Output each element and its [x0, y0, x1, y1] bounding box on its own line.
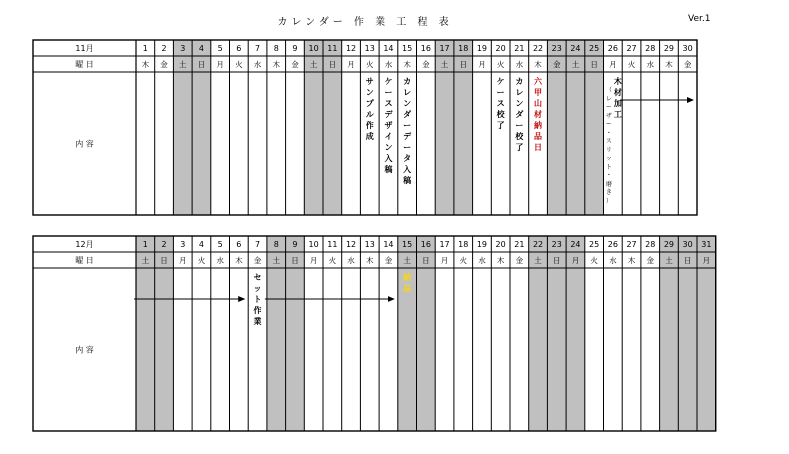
weekday-cell: 金	[422, 60, 430, 69]
day-number: 22	[532, 240, 544, 249]
day-number: 4	[198, 44, 204, 53]
page-title: カレンダー 作 業 工 程 表	[277, 17, 453, 28]
weekday-cell: 木	[665, 60, 673, 69]
day-number: 28	[645, 44, 656, 53]
weekday-cell: 月	[478, 60, 486, 69]
task-label: カ レ ン ダ ー デ ー タ 入 稿	[403, 77, 412, 185]
day-number: 3	[180, 240, 186, 249]
weekday-cell: 火	[235, 60, 243, 69]
weekday-cell: 火	[328, 256, 337, 265]
month-label: 11月	[75, 44, 94, 53]
weekday-cell: 月	[702, 256, 711, 265]
day-number: 27	[626, 240, 637, 249]
weekday-cell: 水	[478, 256, 486, 265]
weekday-cell: 月	[216, 60, 224, 69]
day-number: 3	[180, 44, 186, 53]
day-number: 1	[142, 44, 148, 53]
weekday-cell: 金	[553, 60, 561, 69]
day-number: 21	[514, 44, 525, 53]
weekday-cell: 土	[440, 60, 449, 69]
weekend-column	[417, 236, 436, 431]
weekend-column	[286, 236, 305, 431]
weekday-cell: 水	[384, 60, 393, 69]
day-number: 18	[458, 44, 469, 53]
weekday-cell: 金	[253, 256, 262, 265]
day-number: 5	[217, 240, 223, 249]
weekday-row-label: 曜 日	[75, 60, 94, 69]
weekend-column	[697, 236, 716, 431]
weekday-cell: 金	[291, 60, 299, 69]
day-number: 1	[142, 240, 148, 249]
day-number: 10	[308, 240, 319, 249]
weekend-column	[547, 236, 566, 431]
weekday-cell: 月	[309, 256, 318, 265]
weekday-row-label: 曜 日	[75, 256, 94, 265]
weekday-cell: 金	[384, 256, 393, 265]
weekday-cell: 金	[160, 60, 168, 69]
weekday-cell: 木	[534, 60, 542, 69]
weekday-cell: 月	[609, 60, 617, 69]
day-number: 7	[255, 44, 261, 53]
day-number: 12	[345, 240, 357, 249]
weekday-cell: 日	[197, 60, 206, 69]
weekend-column	[660, 236, 679, 431]
day-number: 22	[532, 44, 544, 53]
day-number: 23	[551, 240, 562, 249]
version-label: Ver.1	[688, 14, 711, 24]
weekday-cell: 火	[366, 60, 374, 69]
weekday-cell: 日	[160, 256, 168, 265]
day-number: 19	[476, 44, 488, 53]
weekday-cell: 木	[366, 256, 374, 265]
weekday-cell: 土	[179, 60, 187, 69]
weekday-cell: 水	[609, 256, 617, 265]
weekday-cell: 土	[141, 256, 150, 265]
weekday-cell: 水	[216, 256, 224, 265]
content-row-label: 内 容	[75, 139, 94, 149]
weekday-cell: 月	[347, 60, 355, 69]
day-number: 23	[551, 44, 562, 53]
day-number: 9	[292, 44, 298, 53]
day-number: 28	[645, 240, 656, 249]
day-number: 26	[607, 44, 618, 53]
weekday-cell: 火	[459, 256, 467, 265]
day-number: 4	[198, 240, 204, 249]
weekday-cell: 火	[496, 60, 505, 69]
day-number: 9	[292, 240, 298, 249]
day-number: 13	[364, 44, 375, 53]
weekday-cell: 日	[459, 60, 467, 69]
day-number: 30	[682, 240, 693, 249]
task-label: サ ン プ ル 作 成	[365, 77, 374, 141]
day-number: 2	[161, 44, 167, 53]
day-number: 19	[476, 240, 488, 249]
task-label: 木 材 加 工	[613, 77, 622, 119]
day-number: 17	[439, 44, 450, 53]
day-number: 13	[364, 240, 375, 249]
weekday-cell: 水	[646, 60, 654, 69]
weekday-cell: 月	[179, 256, 187, 265]
weekday-cell: 水	[347, 256, 355, 265]
day-number: 11	[327, 44, 338, 53]
weekday-cell: 木	[627, 256, 636, 265]
weekday-cell: 土	[309, 60, 318, 69]
weekday-cell: 木	[496, 256, 505, 265]
day-number: 12	[345, 44, 357, 53]
task-label: カ レ ン ダ ー 校 了	[515, 77, 524, 152]
day-number: 21	[514, 240, 525, 249]
day-number: 27	[626, 44, 637, 53]
content-row-label: 内 容	[75, 345, 94, 355]
day-number: 24	[570, 240, 581, 249]
day-number: 15	[402, 240, 413, 249]
month-label: 12月	[75, 240, 94, 249]
day-number: 18	[458, 240, 469, 249]
day-number: 24	[570, 44, 581, 53]
weekday-cell: 金	[683, 60, 692, 69]
day-number: 25	[589, 44, 600, 53]
weekday-cell: 木	[235, 256, 243, 265]
weekday-cell: 日	[422, 256, 430, 265]
weekday-cell: 日	[328, 60, 337, 69]
day-number: 20	[495, 240, 506, 249]
weekday-cell: 水	[515, 60, 524, 69]
day-number: 15	[402, 44, 413, 53]
weekend-column	[155, 236, 174, 431]
weekday-cell: 日	[590, 60, 598, 69]
task-label: 納 品	[403, 273, 412, 293]
day-number: 6	[236, 44, 242, 53]
day-number: 6	[236, 240, 242, 249]
day-number: 8	[273, 44, 279, 53]
weekday-cell: 日	[553, 256, 561, 265]
day-number: 30	[682, 44, 693, 53]
day-number: 7	[255, 240, 261, 249]
weekday-cell: 土	[665, 256, 673, 265]
day-number: 5	[217, 44, 223, 53]
weekday-cell: 土	[272, 256, 280, 265]
day-number: 16	[420, 240, 431, 249]
weekday-cell: 土	[534, 256, 542, 265]
weekday-cell: 土	[403, 256, 411, 265]
weekday-cell: 水	[253, 60, 262, 69]
weekday-cell: 月	[440, 256, 449, 265]
day-number: 29	[663, 240, 675, 249]
task-label: セ ッ ト 作 業	[253, 273, 262, 326]
weekend-column	[398, 236, 417, 431]
month-block-2	[33, 236, 716, 431]
day-number: 14	[383, 44, 394, 53]
day-number: 17	[439, 240, 450, 249]
day-number: 20	[495, 44, 506, 53]
weekend-column	[267, 236, 286, 431]
weekday-cell: 火	[197, 256, 206, 265]
day-number: 16	[420, 44, 431, 53]
task-label: 六 甲 山 材 納 品 日	[534, 77, 543, 152]
weekday-cell: 土	[571, 60, 580, 69]
weekend-column	[136, 236, 155, 431]
task-label: （ レ ー ザ ー ・ ス リ ッ ト ・ 磨 き ）	[605, 87, 612, 205]
weekend-column	[566, 236, 585, 431]
day-number: 11	[327, 240, 338, 249]
weekend-column	[529, 236, 548, 431]
task-label: ケ ー ス デ ザ イ ン 入 稿	[384, 77, 393, 174]
day-number: 14	[383, 240, 394, 249]
weekday-cell: 木	[403, 60, 411, 69]
task-label: ケ ー ス 校 了	[496, 77, 505, 130]
day-number: 31	[701, 240, 712, 249]
day-number: 29	[663, 44, 675, 53]
day-number: 8	[273, 240, 279, 249]
weekday-cell: 木	[272, 60, 280, 69]
weekend-column	[678, 236, 697, 431]
weekday-cell: 火	[627, 60, 636, 69]
weekday-cell: 月	[571, 256, 580, 265]
weekday-cell: 日	[683, 256, 692, 265]
weekday-cell: 日	[291, 256, 299, 265]
weekday-cell: 金	[515, 256, 524, 265]
day-number: 25	[589, 240, 600, 249]
day-number: 10	[308, 44, 319, 53]
day-number: 2	[161, 240, 167, 249]
weekday-cell: 木	[141, 60, 150, 69]
weekday-cell: 火	[590, 256, 598, 265]
weekday-cell: 金	[646, 256, 654, 265]
day-number: 26	[607, 240, 618, 249]
